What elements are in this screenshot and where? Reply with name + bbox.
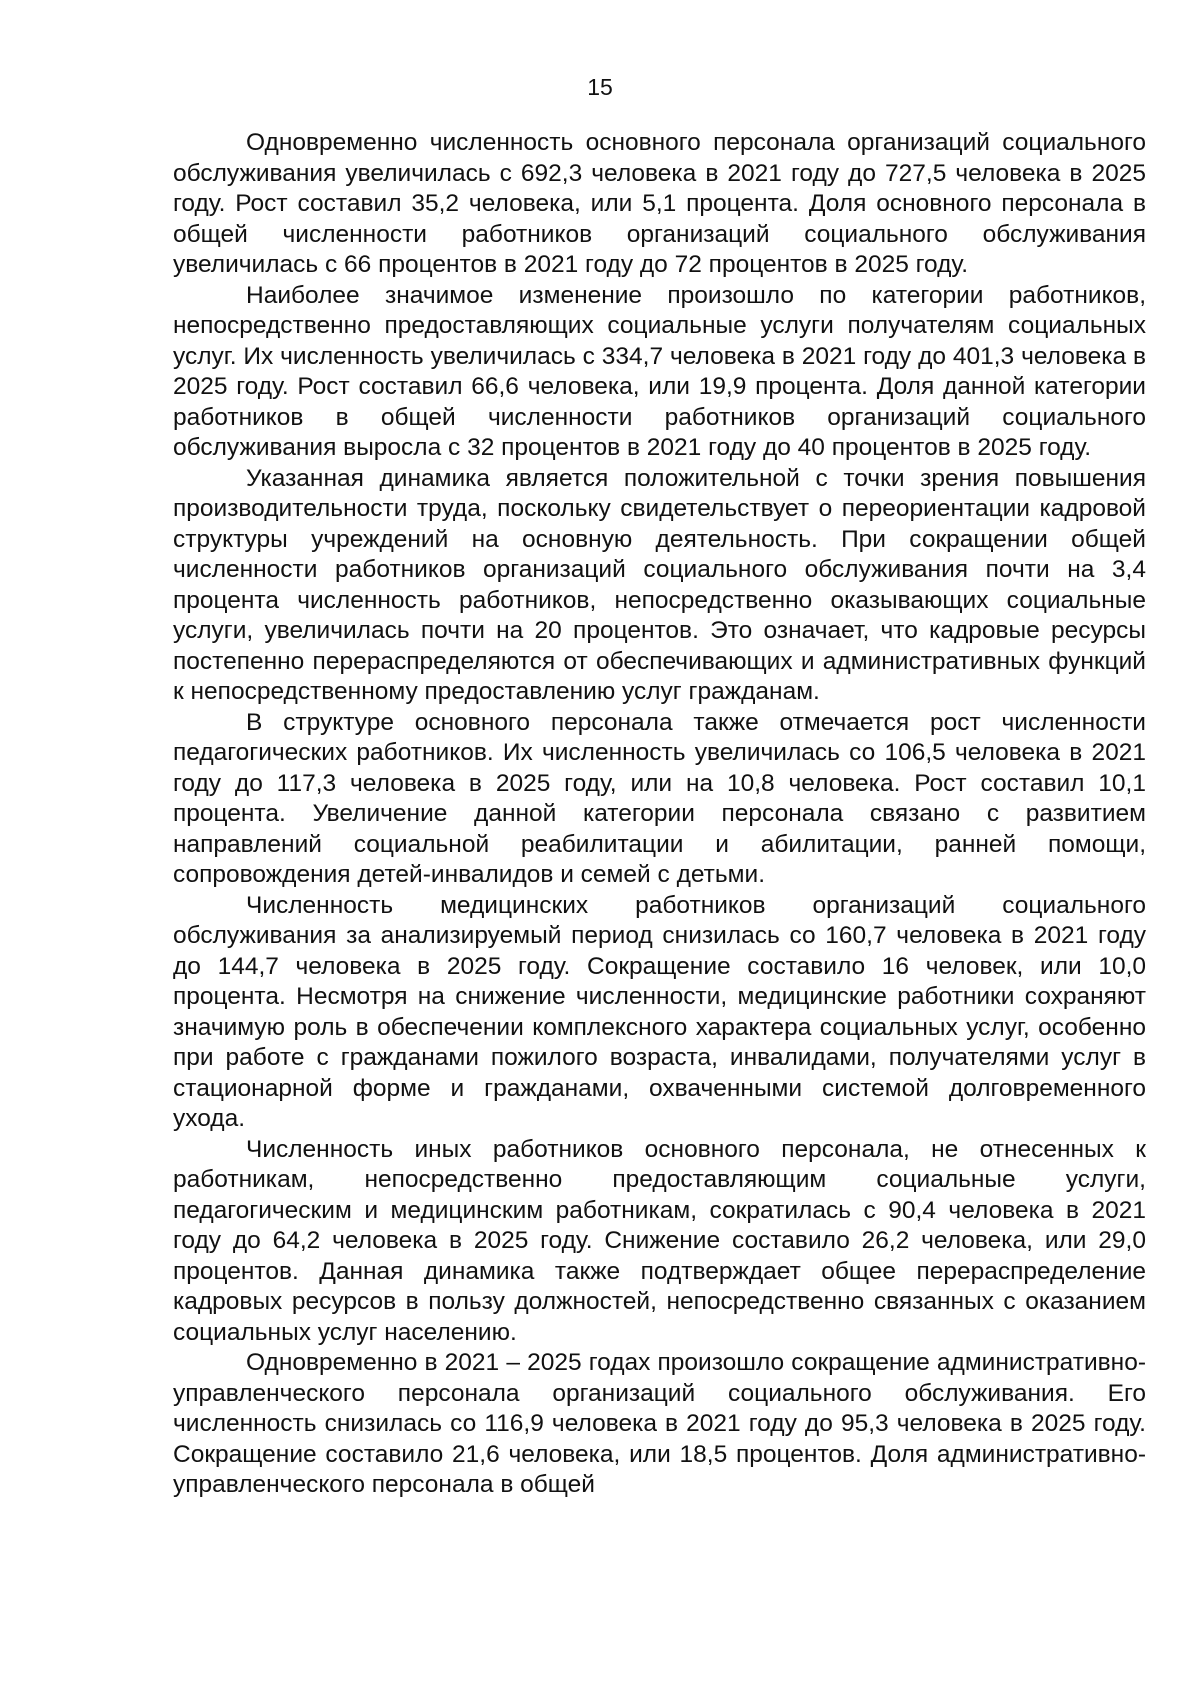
paragraph-dynamics-assessment: Указанная динамика является положительной с точки зрения повышения производительности труда, поскольку свидетельствует о переориентации кадровой структуры учреждений на основную деятельность. При сокращении общей численности работников организаций социального обслуживания почти на 3,4 процента численность работников, непосредственно оказывающих социальные услуги, увеличилась почти на 20 процентов. Это означает, что кадровые ресурсы постепенно перераспределяются от обеспечивающих и административных функций к непосредственному предоставлению услуг гражданам. <box>173 464 1146 705</box>
paragraph-pedagogical-workers: В структуре основного персонала также отмечается рост численности педагогических работников. Их численность увеличилась со 106,5 человека в 2021 году до 117,3 человека в 2025 году, или на 10,8 человека. Рост составил 10,1 процента. Увеличение данной категории персонала связано с развитием направлений социальной реабилитации и абилитации, ранней помощи, сопровождения детей-инвалидов и семей с детьми. <box>173 708 1146 888</box>
page-number: 15 <box>587 74 613 100</box>
document-body <box>173 128 1146 1501</box>
paragraph-medical-workers: Численность медицинских работников организаций социального обслуживания за анализируемый период снизилась со 160,7 человека в 2021 году до 144,7 человека в 2025 году. Сокращение составило 16 человек, или 10,0 процента. Несмотря на снижение численности, медицинские работники сохраняют значимую роль в обеспечении комплексного характера социальных услуг, особенно при работе с гражданами пожилого возраста, инвалидами, получателями услуг в стационарной форме и гражданами, охваченными системой долговременного ухода. <box>173 891 1146 1132</box>
paragraph-administrative-staff: Одновременно в 2021 – 2025 годах произошло сокращение административно-управленческого персонала организаций социального обслуживания. Его численность снизилась со 116,9 человека в 2021 году до 95,3 человека в 2025 году. Сокращение составило 21,6 человека, или 18,5 процентов. Доля административно-управленческого персонала в общей <box>173 1349 1146 1498</box>
paragraph-direct-service-workers: Наиболее значимое изменение произошло по категории работников, непосредственно предоставляющих социальные услуги получателям социальных услуг. Их численность увеличилась с 334,7 человека в 2021 году до 401,3 человека в 2025 году. Рост составил 66,6 человека, или 19,9 процента. Доля данной категории работников в общей численности работников организаций социального обслуживания выросла с 32 процентов в 2021 году до 40 процентов в 2025 году. <box>173 281 1146 461</box>
paragraph-main-staff: Одновременно численность основного персонала организаций социального обслуживания увеличилась с 692,3 человека в 2021 году до 727,5 человека в 2025 году. Рост составил 35,2 человека, или 5,1 процента. Доля основного персонала в общей численности работников организаций социального обслуживания увеличилась с 66 процентов в 2021 году до 72 процентов в 2025 году. <box>173 129 1146 278</box>
paragraph-other-workers: Численность иных работников основного персонала, не отнесенных к работникам, непосредственно предоставляющим социальные услуги, педагогическим и медицинским работникам, сократилась с 90,4 человека в 2021 году до 64,2 человека в 2025 году. Снижение составило 26,2 человека, или 29,0 процентов. Данная динамика также подтверждает общее перераспределение кадровых ресурсов в пользу должностей, непосредственно связанных с оказанием социальных услуг населению. <box>173 1135 1146 1346</box>
